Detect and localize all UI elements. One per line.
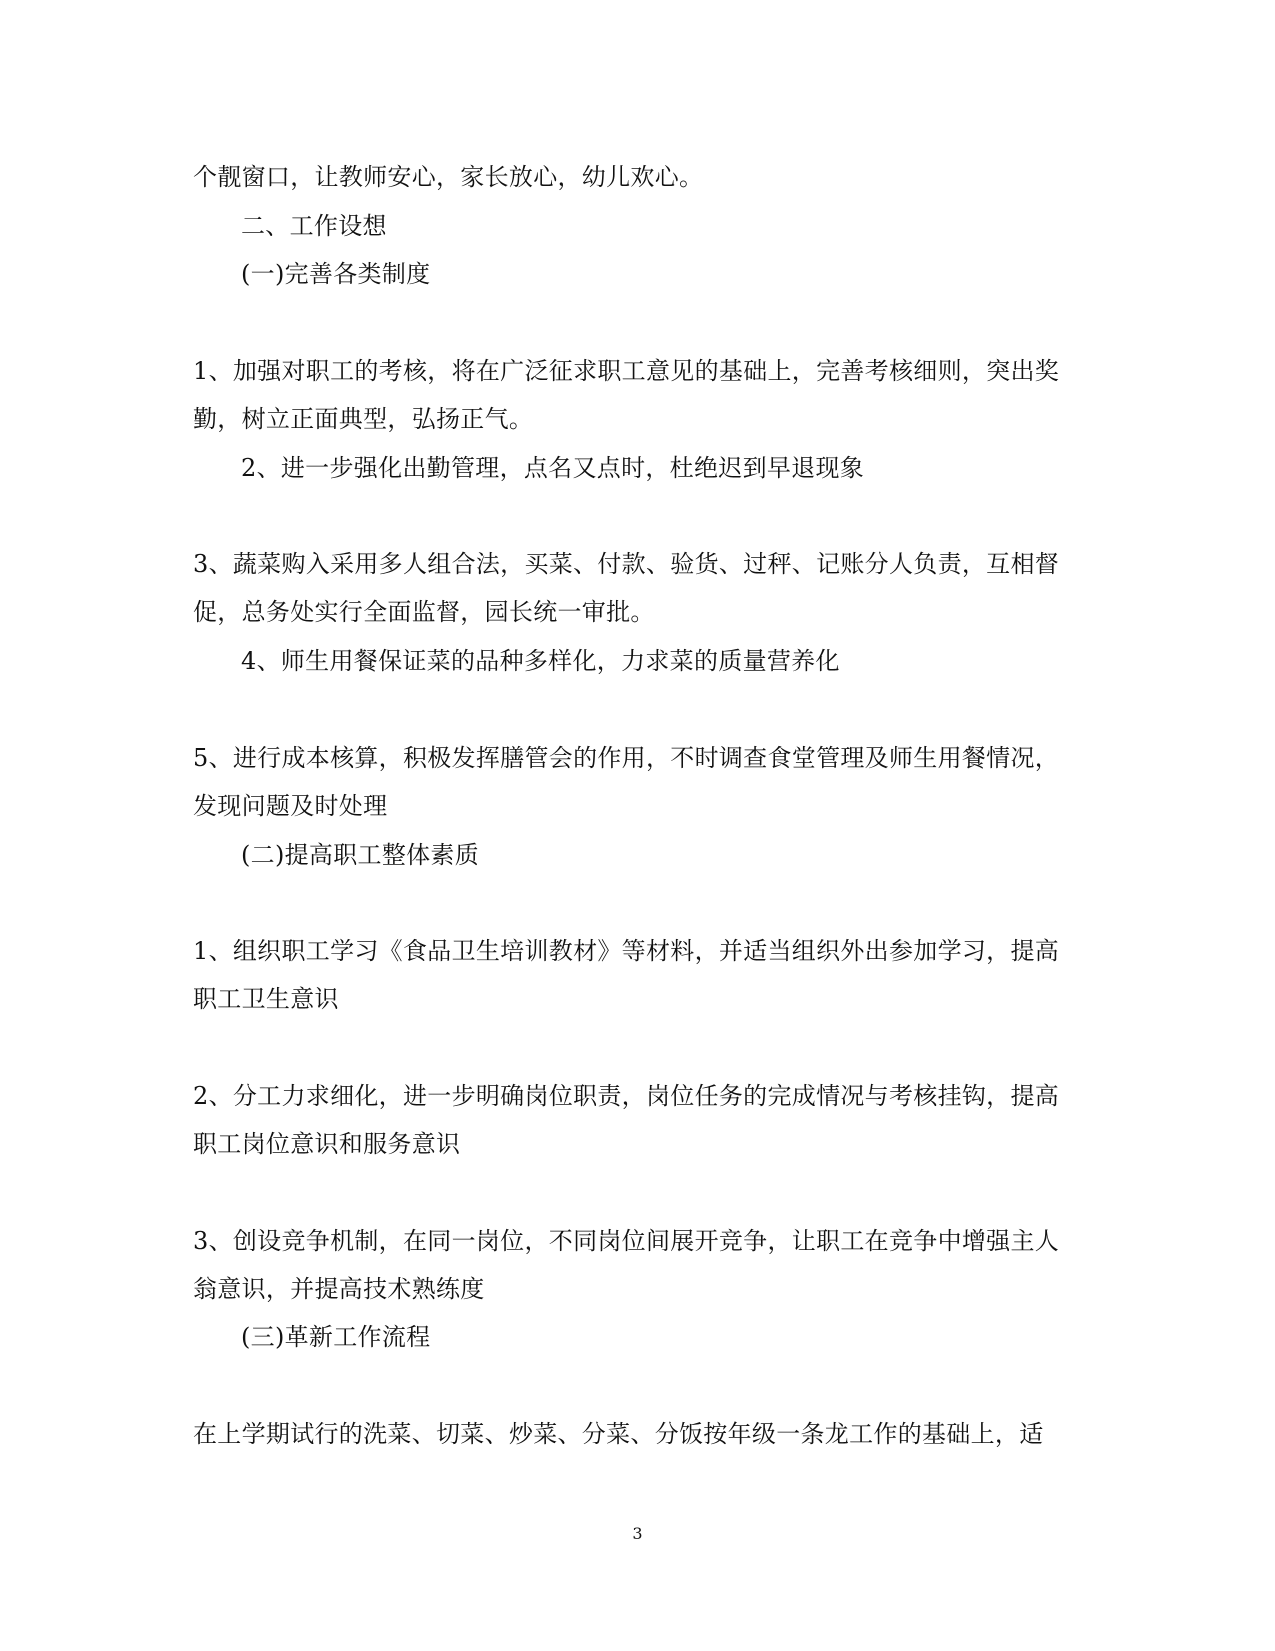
body-line: 4、师生用餐保证菜的品种多样化，力求菜的质量营养化	[241, 647, 840, 675]
subsection-heading: (二)提高职工整体素质	[241, 841, 480, 869]
body-line: 职工岗位意识和服务意识	[193, 1130, 461, 1158]
body-line: 个靓窗口，让教师安心，家长放心，幼儿欢心。	[193, 163, 704, 191]
body-line: 促，总务处实行全面监督，园长统一审批。	[193, 598, 655, 626]
body-line: 2、进一步强化出勤管理，点名又点时，杜绝迟到早退现象	[241, 454, 865, 482]
body-line: 发现问题及时处理	[193, 792, 388, 820]
body-line: 3、蔬菜购入采用多人组合法，买菜、付款、验货、过秤、记账分人负责，互相督	[193, 550, 1060, 578]
section-heading: 二、工作设想	[241, 212, 387, 240]
subsection-heading: (一)完善各类制度	[241, 260, 431, 288]
subsection-heading: (三)革新工作流程	[241, 1323, 431, 1351]
body-line: 翁意识，并提高技术熟练度	[193, 1275, 485, 1303]
body-line: 5、进行成本核算，积极发挥膳管会的作用，不时调查食堂管理及师生用餐情况，	[193, 744, 1060, 772]
page-number: 3	[632, 1524, 643, 1543]
body-line: 1、组织职工学习《食品卫生培训教材》等材料，并适当组织外出参加学习，提高	[193, 937, 1060, 965]
body-line: 3、创设竞争机制，在同一岗位，不同岗位间展开竞争，让职工在竞争中增强主人	[193, 1227, 1060, 1255]
body-line: 2、分工力求细化，进一步明确岗位职责，岗位任务的完成情况与考核挂钩，提高	[193, 1082, 1060, 1110]
body-line: 在上学期试行的洗菜、切菜、炒菜、分菜、分饭按年级一条龙工作的基础上，适	[193, 1420, 1044, 1448]
body-line: 职工卫生意识	[193, 985, 339, 1013]
body-line: 勤，树立正面典型，弘扬正气。	[193, 405, 534, 433]
body-line: 1、加强对职工的考核，将在广泛征求职工意见的基础上，完善考核细则，突出奖	[193, 357, 1060, 385]
